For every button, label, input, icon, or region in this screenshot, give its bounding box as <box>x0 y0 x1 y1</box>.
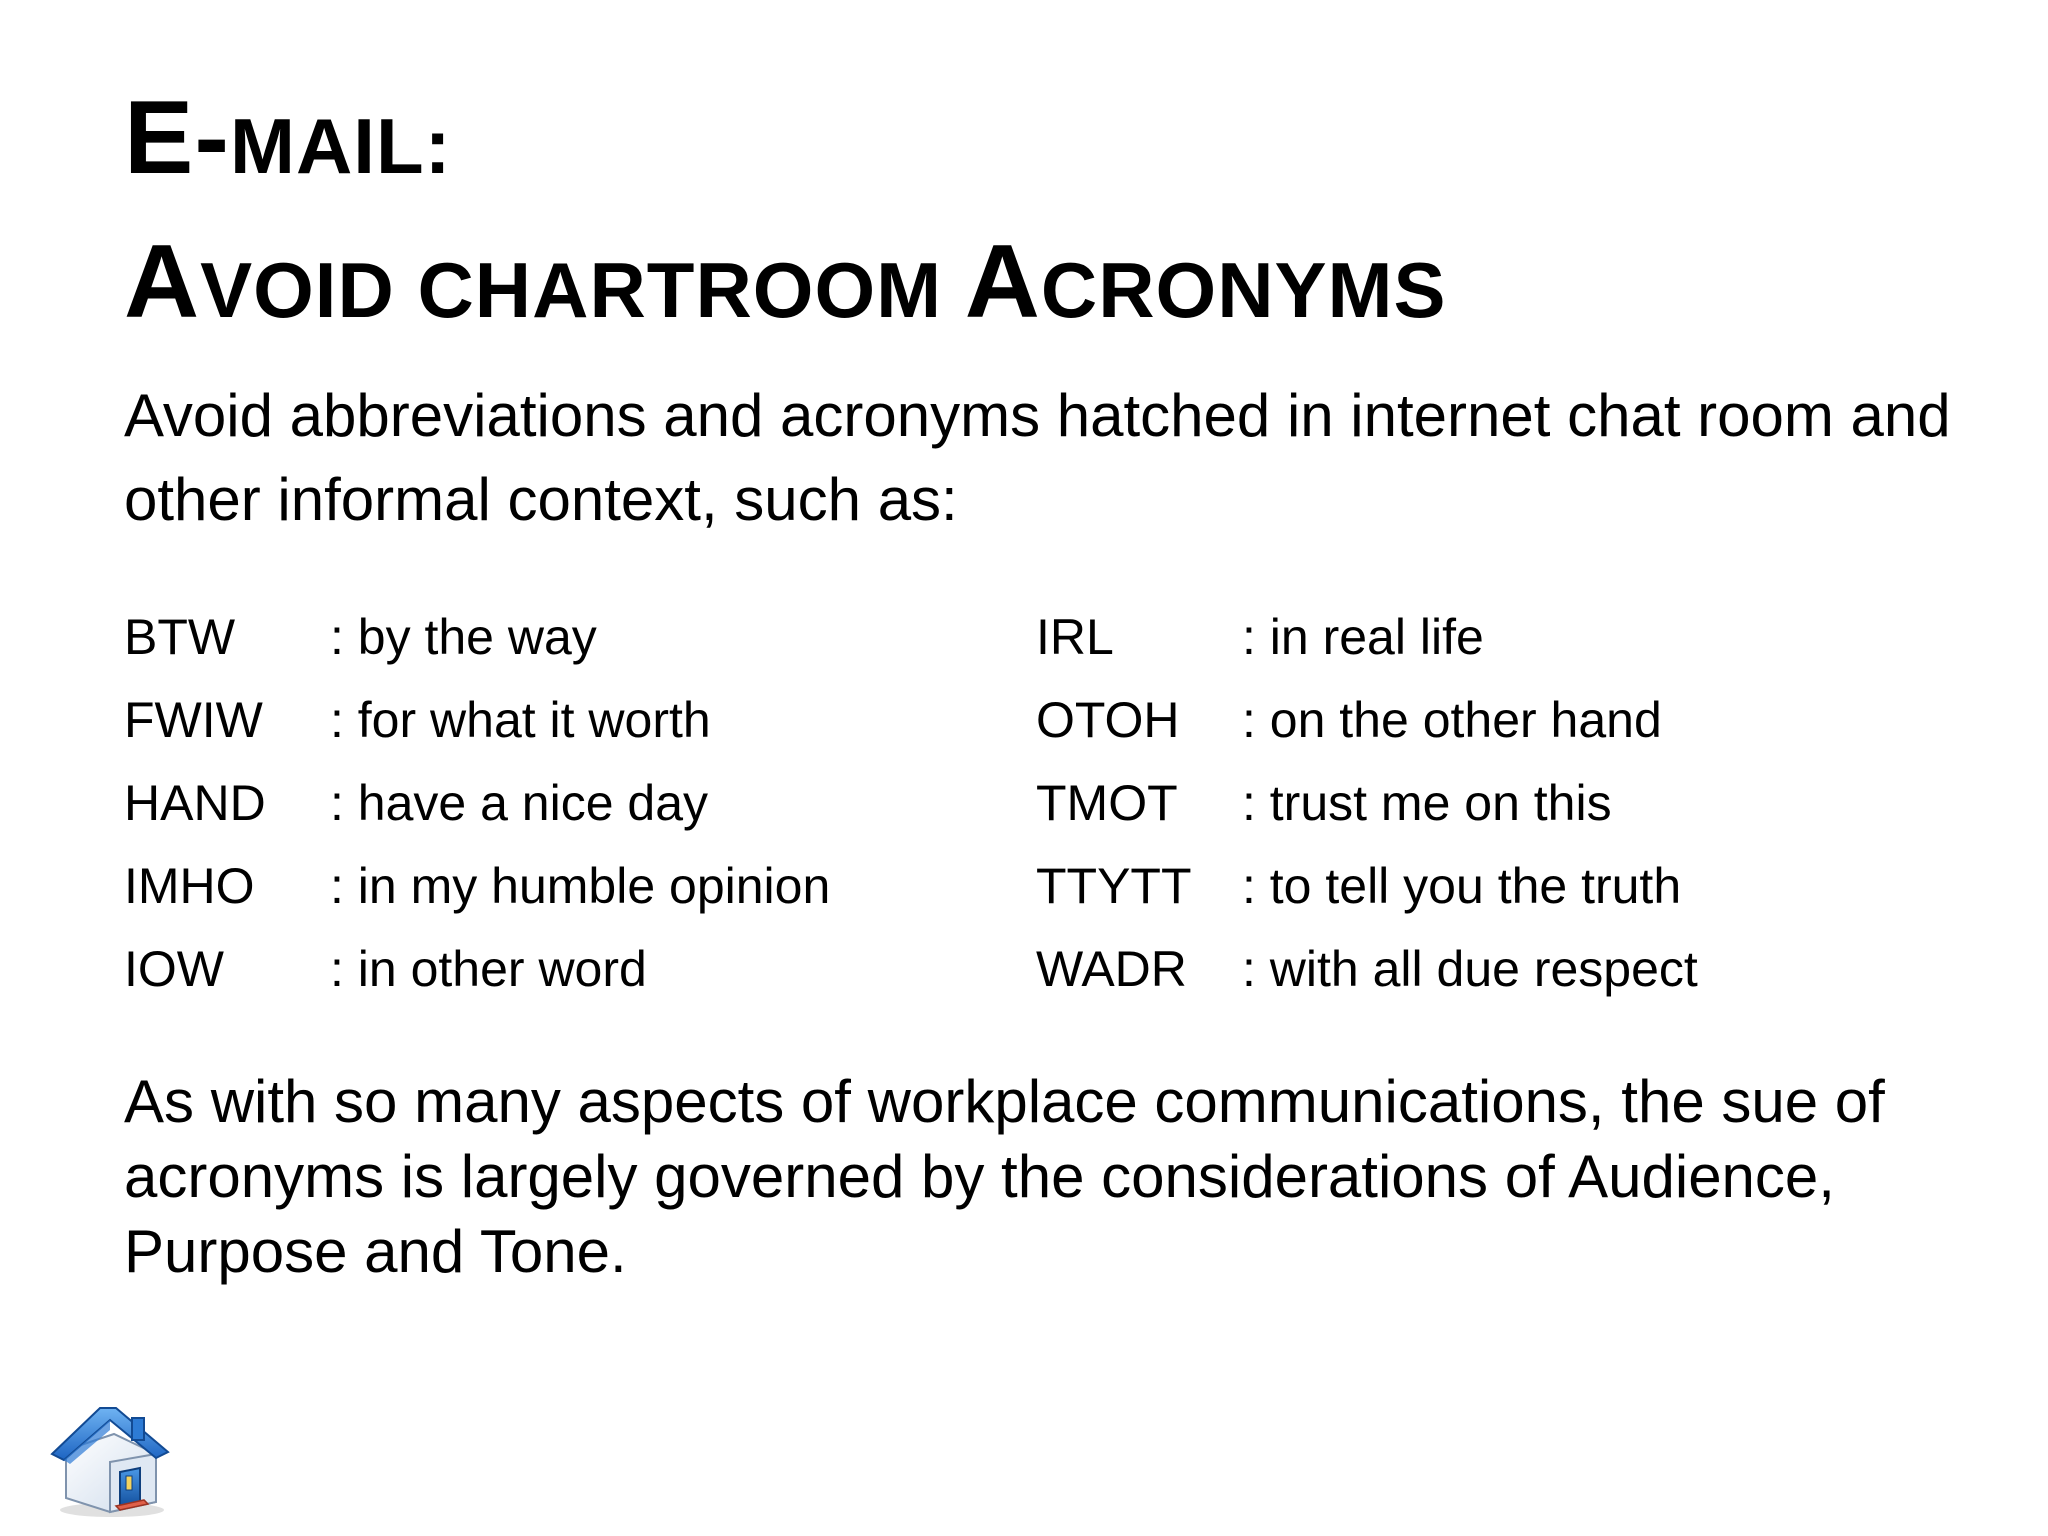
home-button[interactable] <box>44 1396 176 1520</box>
title-line-2-initial-2: A <box>964 224 1041 340</box>
acronym-meaning: : with all due respect <box>1242 941 1698 997</box>
acronym-abbr: IOW <box>124 941 224 997</box>
title-line-1-initial: E- <box>124 80 230 196</box>
acronym-abbr: FWIW <box>124 692 263 748</box>
acronym-abbr: HAND <box>124 775 266 831</box>
intro-paragraph: Avoid abbreviations and acronyms hatched in internet chat room and other informal context, such as: <box>124 382 1951 533</box>
title-line-1-rest: MAIL: <box>230 102 452 190</box>
acronym-abbr: TTYTT <box>1036 858 1192 914</box>
title-line-2-rest: VOID CHARTROOM <box>200 246 965 334</box>
acronym-meaning: : for what it worth <box>330 692 711 748</box>
acronym-meaning: : in my humble opinion <box>330 858 831 914</box>
acronym-abbr: TMOT <box>1036 775 1178 831</box>
acronym-abbr: WADR <box>1036 941 1187 997</box>
acronym-meaning: : by the way <box>330 609 597 665</box>
closing-paragraph: As with so many aspects of workplace communications, the sue of acronyms is largely governed by the considerations of Audience, Purpose and Tone. <box>124 1068 1885 1285</box>
acronym-meaning: : have a nice day <box>330 775 709 831</box>
acronym-abbr: IRL <box>1036 609 1114 665</box>
acronym-abbr: IMHO <box>124 858 255 914</box>
title-line-2-initial: A <box>124 224 201 340</box>
slide-title <box>124 70 1924 358</box>
title-line-2 <box>124 214 1924 358</box>
acronym-abbr: OTOH <box>1036 692 1180 748</box>
acronym-meaning: : in other word <box>330 941 647 997</box>
acronym-abbr: BTW <box>124 609 236 665</box>
title-line-2-rest-2: CRONYMS <box>1040 246 1447 334</box>
home-icon <box>44 1396 176 1520</box>
title-line-1 <box>124 70 1924 214</box>
acronym-meaning: : trust me on this <box>1242 775 1612 831</box>
acronym-meaning: : in real life <box>1242 609 1484 665</box>
acronym-meaning: : to tell you the truth <box>1242 858 1682 914</box>
acronym-meaning: : on the other hand <box>1242 692 1662 748</box>
acronym-list <box>124 596 1924 1016</box>
